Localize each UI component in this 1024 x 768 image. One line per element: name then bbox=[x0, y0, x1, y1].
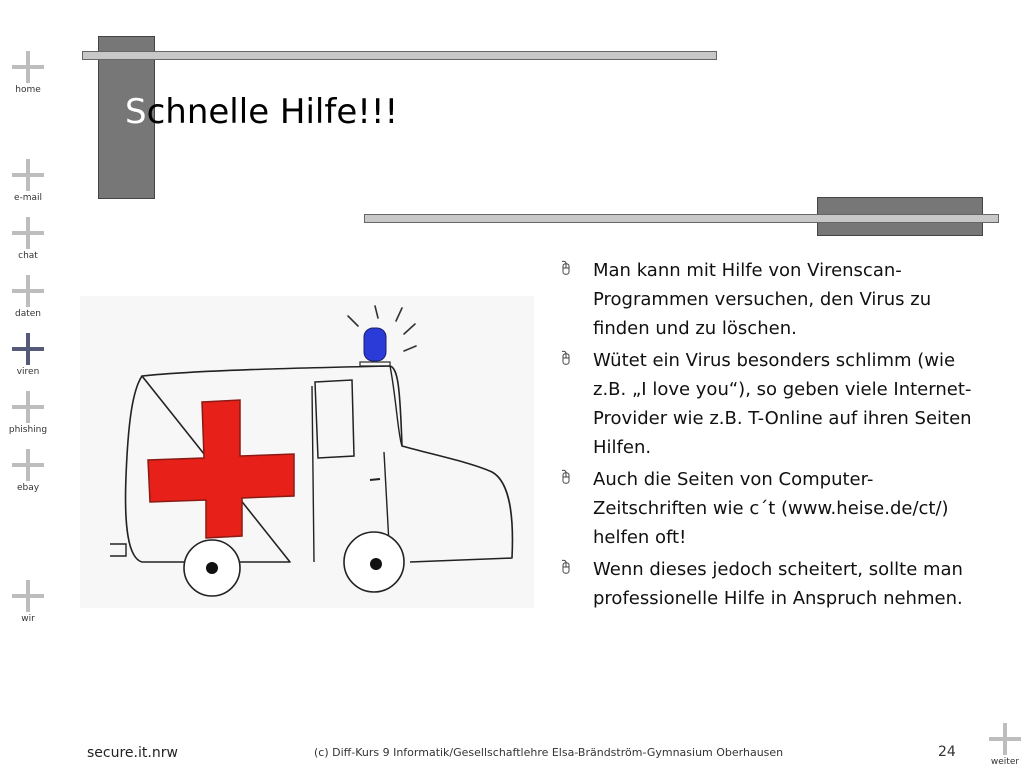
sidebar-item-label: chat bbox=[18, 251, 38, 261]
sidebar-item-viren[interactable] bbox=[0, 332, 56, 378]
sidebar-item-chat[interactable] bbox=[0, 216, 56, 262]
plus-icon bbox=[11, 579, 45, 613]
sidebar-item-home[interactable] bbox=[0, 50, 56, 96]
sidebar-item-ebay[interactable] bbox=[0, 448, 56, 494]
mouse-icon bbox=[559, 469, 573, 485]
plus-icon bbox=[11, 216, 45, 250]
footer-copyright: (c) Diff-Kurs 9 Informatik/Gesellschaftlehre Elsa-Brändström-Gymnasium Oberhausen bbox=[314, 746, 784, 759]
next-label: weiter bbox=[990, 757, 1020, 767]
plus-icon bbox=[988, 722, 1022, 756]
next-button[interactable] bbox=[982, 722, 1024, 768]
bullet-text: Wenn dieses jedoch scheitert, sollte man professionelle Hilfe in Anspruch nehmen. bbox=[593, 559, 963, 609]
plus-icon-active bbox=[11, 332, 45, 366]
ambulance-illustration bbox=[80, 296, 534, 608]
sidebar-item-label: e-mail bbox=[13, 193, 43, 203]
sidebar-nav bbox=[0, 0, 56, 768]
mouse-icon bbox=[559, 260, 573, 276]
plus-icon bbox=[11, 274, 45, 308]
title-first-letter: S bbox=[125, 92, 147, 132]
sidebar-item-label: daten bbox=[15, 309, 41, 319]
sidebar-item-label: wir bbox=[21, 614, 35, 624]
footer-brand: secure.it.nrw bbox=[87, 745, 178, 761]
decor-top-line bbox=[82, 51, 717, 60]
sidebar-item-label: viren bbox=[16, 367, 40, 377]
sidebar-item-e-mail[interactable] bbox=[0, 158, 56, 204]
sidebar-item-wir[interactable] bbox=[0, 579, 56, 625]
mouse-icon bbox=[559, 350, 573, 366]
sidebar-item-label: phishing bbox=[8, 425, 48, 435]
title-rest: chnelle Hilfe!!! bbox=[146, 92, 399, 132]
plus-icon bbox=[11, 448, 45, 482]
sidebar-item-phishing[interactable] bbox=[0, 390, 56, 436]
mouse-icon bbox=[559, 559, 573, 575]
sidebar-item-label: ebay bbox=[16, 483, 40, 493]
list-item bbox=[556, 256, 976, 343]
list-item bbox=[556, 555, 976, 613]
bullet-list bbox=[556, 256, 976, 616]
bullet-text: Auch die Seiten von Computer-Zeitschriften wie c´t (www.heise.de/ct/) helfen oft! bbox=[593, 469, 949, 548]
list-item bbox=[556, 346, 976, 462]
bullet-text: Man kann mit Hilfe von Virenscan-Programmen versuchen, den Virus zu finden und zu löschen. bbox=[593, 260, 932, 339]
page-title bbox=[125, 92, 398, 132]
plus-icon bbox=[11, 50, 45, 84]
page-number: 24 bbox=[938, 744, 956, 760]
plus-icon bbox=[11, 390, 45, 424]
list-item bbox=[556, 465, 976, 552]
bullet-text: Wütet ein Virus besonders schlimm (wie z.B. „I love you“), so geben viele Internet-Provider wie z.B. T-Online auf ihren Seiten Hilfen. bbox=[593, 350, 972, 458]
decor-middle-line bbox=[364, 214, 999, 223]
sidebar-item-label: home bbox=[15, 85, 41, 95]
plus-icon bbox=[11, 158, 45, 192]
sidebar-item-daten[interactable] bbox=[0, 274, 56, 320]
